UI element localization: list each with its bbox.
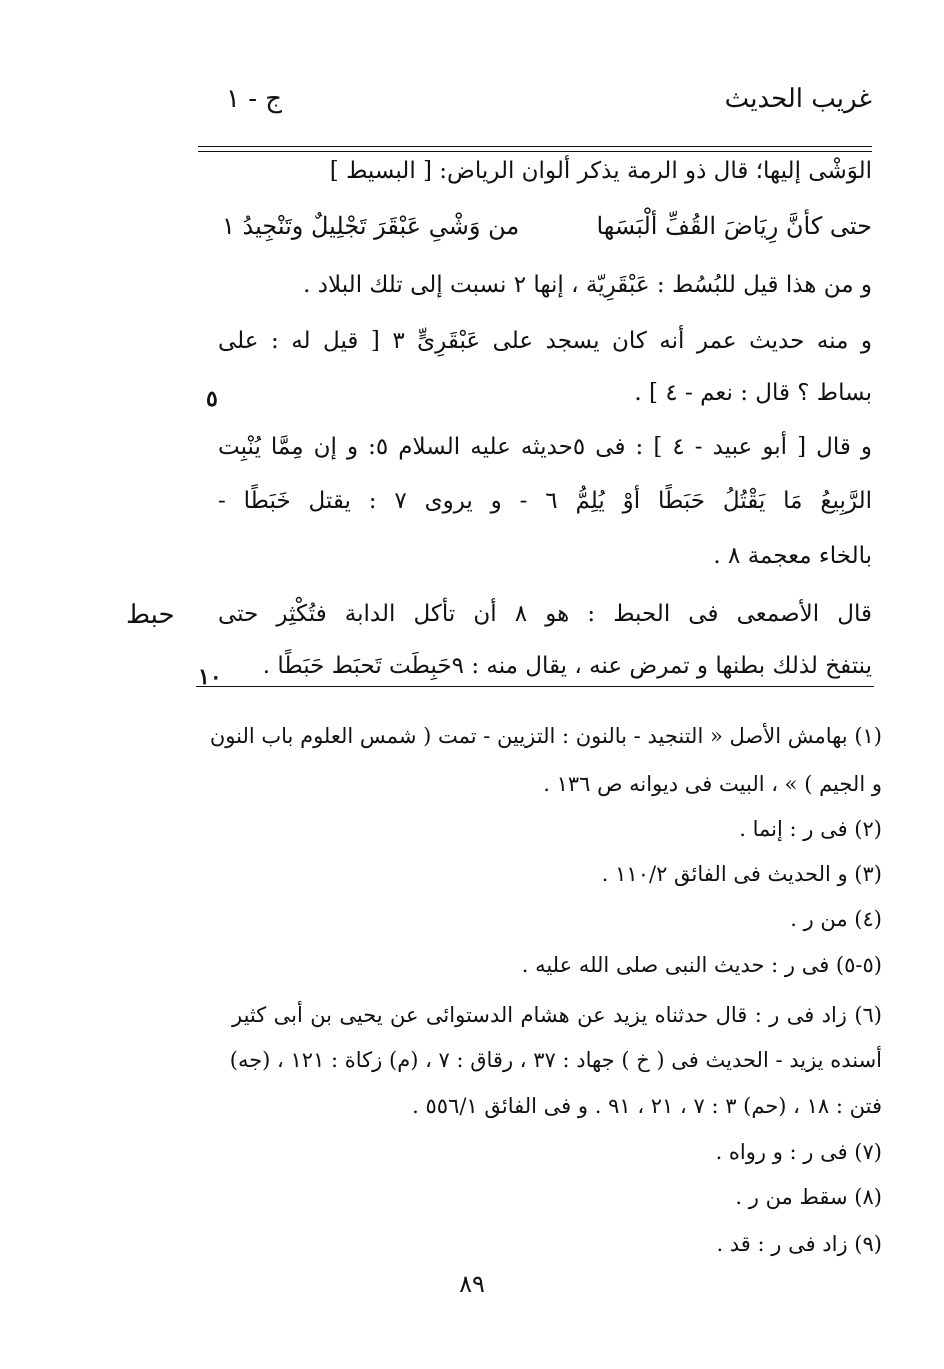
header-rule-bottom (198, 151, 872, 152)
body-line-1: الوَشْى إليها؛ قال ذو الرمة يذكر ألوان الرياض: [ البسيط ] (329, 158, 872, 184)
footnote-line: و الجيم ) » ، البيت فى ديوانه ص ١٣٦ . (543, 772, 882, 796)
footnote-line: (٥-٥) فى ر : حديث النبى صلى الله عليه . (521, 953, 882, 977)
margin-headword: حبط (126, 600, 175, 630)
footnote-line: (٩) زاد فى ر : قد . (716, 1232, 882, 1256)
footnote-line: (١) بهامش الأصل « التنجيد - بالنون : التزيين - تمت ( شمس العلوم باب النون (209, 724, 882, 748)
body-line-6: و قال [ أبو عبيد - ٤ ] : فى ٥حديثه عليه السلام ٥: و إن مِمَّا يُنْبِت (218, 434, 872, 460)
body-line-9: قال الأصمعى فى الحبط : هو ٨ أن تأكل الدابة فتُكْثِر حتى (218, 601, 872, 627)
footnote-line: (٧) فى ر : و رواه . (715, 1140, 882, 1164)
poetry-verse (222, 212, 872, 252)
footnote-line: أسنده يزيد - الحديث فى ( خ ) جهاد : ٣٧ ، رقاق : ٧ ، (م) زكاة : ١٢١ ، (جه) (229, 1048, 882, 1072)
verse-hemistich-2: من وَشْىِ عَبْقَرَ تَجْلِيلٌ وتَنْجِيدُ ١ (222, 212, 520, 240)
body-line-10: ينتفخ لذلك بطنها و تمرض عنه ، يقال منه : ٩حَبِطَت تَحبَط حَبَطًا . (262, 653, 872, 679)
page-number: ٨٩ (459, 1270, 485, 1298)
footnote-line: (٦) زاد فى ر : قال حدثناه يزيد عن هشام الدستوائى عن يحيى بن أبى كثير (232, 1003, 882, 1027)
margin-line-number-10: ١٠ (198, 664, 222, 690)
body-line-7: الرَّبِيعُ مَا يَقْتُلُ حَبَطًا أوْ يُلِمُّ ٦ - و يروى ٧ : يقتل خَبَطًا - (218, 488, 872, 514)
body-line-8: بالخاء معجمة ٨ . (713, 543, 872, 569)
verse-hemistich-1: حتى كأنَّ رِيَاضَ القُفِّ ألْبَسَها (596, 212, 872, 240)
body-line-5: بساط ؟ قال : نعم - ٤ ] . (634, 380, 872, 406)
margin-line-number-5: ٥ (206, 386, 218, 412)
footnote-line: (٢) فى ر : إنما . (739, 817, 882, 841)
running-title: غريب الحديث (724, 84, 872, 114)
footnote-line: (٤) من ر . (790, 907, 882, 931)
footnote-line: (٨) سقط من ر . (735, 1185, 882, 1209)
footnote-line: فتن : ١٨ ، (حم) ٣ : ٧ ، ٢١ ، ٩١ . و فى الفائق ٥٥٦/١ . (412, 1094, 882, 1118)
footnote-line: (٣) و الحديث فى الفائق ١١٠/٢ . (601, 862, 882, 886)
footnote-separator (196, 686, 874, 687)
body-line-4: و منه حديث عمر أنه كان يسجد على عَبْقَرِىٍّ ٣ [ قيل له : على (218, 328, 872, 354)
header-rule-top (198, 146, 872, 147)
body-line-3: و من هذا قيل للبُسُط : عَبْقَرِيّة ، إنها ٢ نسبت إلى تلك البلاد . (303, 272, 872, 298)
volume-indicator: ج - ١ (226, 84, 283, 114)
